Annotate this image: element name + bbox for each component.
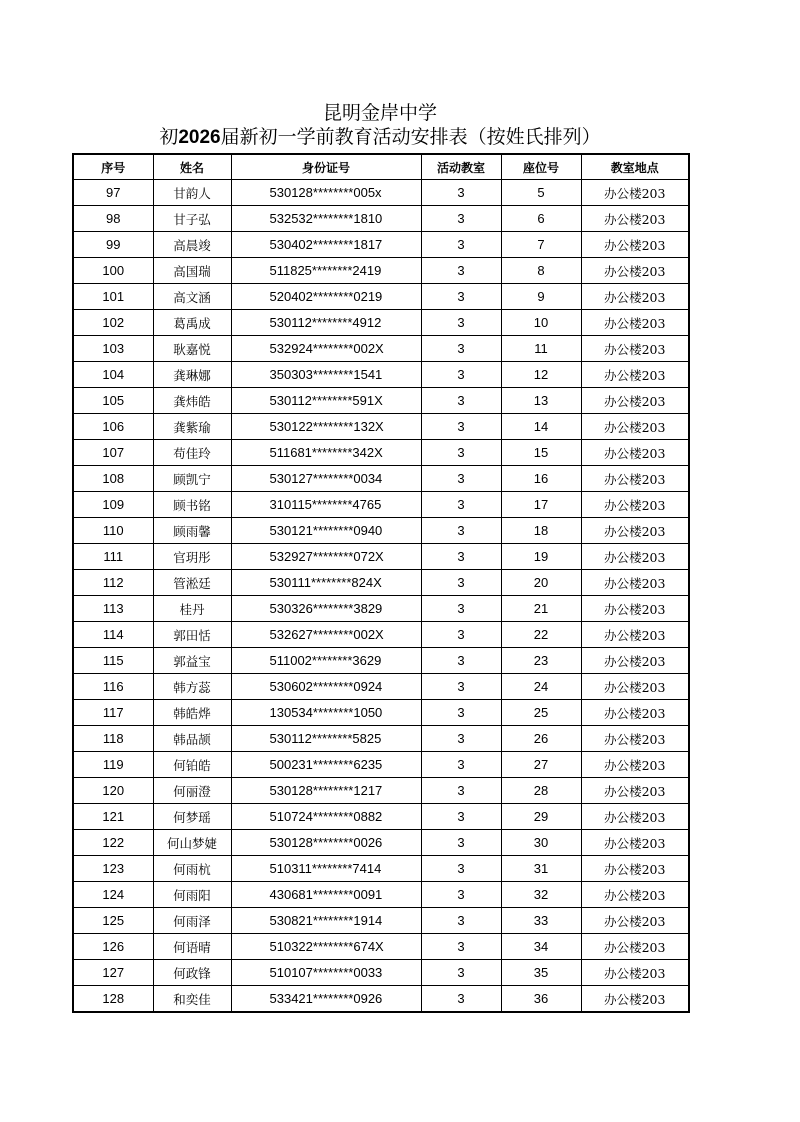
row-seq: 125 (73, 908, 153, 934)
column-header-id: 身份证号 (231, 154, 421, 180)
row-seat: 17 (501, 492, 581, 518)
row-location: 办公楼203 (581, 180, 689, 206)
row-room: 3 (421, 336, 501, 362)
row-id-number: 511002********3629 (231, 648, 421, 674)
row-location: 办公楼203 (581, 908, 689, 934)
row-id-number: 530402********1817 (231, 232, 421, 258)
row-location: 办公楼203 (581, 362, 689, 388)
row-room: 3 (421, 362, 501, 388)
row-seat: 20 (501, 570, 581, 596)
row-room: 3 (421, 258, 501, 284)
row-location: 办公楼203 (581, 518, 689, 544)
row-seat: 22 (501, 622, 581, 648)
row-id-number: 530121********0940 (231, 518, 421, 544)
row-id-number: 532924********002X (231, 336, 421, 362)
title-prefix: 初 (159, 126, 179, 148)
row-room: 3 (421, 622, 501, 648)
row-room: 3 (421, 778, 501, 804)
row-seq: 100 (73, 258, 153, 284)
row-seat: 28 (501, 778, 581, 804)
table-row (73, 960, 689, 986)
row-location: 办公楼203 (581, 232, 689, 258)
table-row (73, 986, 689, 1013)
row-location: 办公楼203 (581, 570, 689, 596)
row-id-number: 532627********002X (231, 622, 421, 648)
row-seq: 124 (73, 882, 153, 908)
row-name: 何山梦婕 (153, 830, 231, 856)
table-row (73, 544, 689, 570)
row-id-number: 511681********342X (231, 440, 421, 466)
row-seq: 118 (73, 726, 153, 752)
row-id-number: 530112********4912 (231, 310, 421, 336)
column-header-name: 姓名 (153, 154, 231, 180)
row-room: 3 (421, 492, 501, 518)
row-id-number: 510724********0882 (231, 804, 421, 830)
table-row (73, 882, 689, 908)
row-seat: 11 (501, 336, 581, 362)
row-seq: 97 (73, 180, 153, 206)
row-name: 耿嘉悦 (153, 336, 231, 362)
table-row (73, 284, 689, 310)
row-location: 办公楼203 (581, 258, 689, 284)
row-location: 办公楼203 (581, 284, 689, 310)
row-id-number: 530128********0026 (231, 830, 421, 856)
row-seq: 113 (73, 596, 153, 622)
table-row (73, 414, 689, 440)
row-id-number: 530821********1914 (231, 908, 421, 934)
row-room: 3 (421, 518, 501, 544)
row-location: 办公楼203 (581, 544, 689, 570)
row-room: 3 (421, 180, 501, 206)
row-room: 3 (421, 700, 501, 726)
row-room: 3 (421, 570, 501, 596)
row-seq: 109 (73, 492, 153, 518)
row-seat: 26 (501, 726, 581, 752)
row-seat: 7 (501, 232, 581, 258)
table-row (73, 934, 689, 960)
row-seat: 5 (501, 180, 581, 206)
table-row (73, 466, 689, 492)
row-room: 3 (421, 882, 501, 908)
row-seat: 21 (501, 596, 581, 622)
table-header-row (73, 154, 689, 180)
row-room: 3 (421, 986, 501, 1013)
row-seat: 9 (501, 284, 581, 310)
row-seq: 99 (73, 232, 153, 258)
row-seat: 19 (501, 544, 581, 570)
row-name: 甘子弘 (153, 206, 231, 232)
row-seat: 6 (501, 206, 581, 232)
table-row (73, 492, 689, 518)
row-location: 办公楼203 (581, 960, 689, 986)
row-name: 何雨泽 (153, 908, 231, 934)
row-location: 办公楼203 (581, 310, 689, 336)
row-seq: 101 (73, 284, 153, 310)
row-seq: 123 (73, 856, 153, 882)
row-seat: 15 (501, 440, 581, 466)
table-row (73, 622, 689, 648)
row-location: 办公楼203 (581, 726, 689, 752)
row-id-number: 430681********0091 (231, 882, 421, 908)
row-name: 何语晴 (153, 934, 231, 960)
row-name: 葛禹成 (153, 310, 231, 336)
row-name: 何政锋 (153, 960, 231, 986)
row-name: 管淞廷 (153, 570, 231, 596)
row-seq: 105 (73, 388, 153, 414)
table-row (73, 570, 689, 596)
row-room: 3 (421, 804, 501, 830)
row-location: 办公楼203 (581, 752, 689, 778)
column-header-seat: 座位号 (501, 154, 581, 180)
table-row (73, 830, 689, 856)
row-name: 高文涵 (153, 284, 231, 310)
row-name: 和奕佳 (153, 986, 231, 1013)
row-id-number: 510311********7414 (231, 856, 421, 882)
table-row (73, 596, 689, 622)
table-row (73, 362, 689, 388)
row-name: 龚琳娜 (153, 362, 231, 388)
row-name: 韩方蕊 (153, 674, 231, 700)
row-id-number: 530112********5825 (231, 726, 421, 752)
row-seq: 122 (73, 830, 153, 856)
table-row (73, 804, 689, 830)
row-seat: 33 (501, 908, 581, 934)
row-seq: 117 (73, 700, 153, 726)
row-id-number: 500231********6235 (231, 752, 421, 778)
table-row (73, 232, 689, 258)
row-seq: 121 (73, 804, 153, 830)
row-id-number: 350303********1541 (231, 362, 421, 388)
row-name: 龚紫瑜 (153, 414, 231, 440)
row-seq: 126 (73, 934, 153, 960)
row-location: 办公楼203 (581, 856, 689, 882)
table-row (73, 908, 689, 934)
row-name: 高晨竣 (153, 232, 231, 258)
row-id-number: 530128********005x (231, 180, 421, 206)
row-id-number: 530111********824X (231, 570, 421, 596)
row-room: 3 (421, 908, 501, 934)
row-id-number: 510107********0033 (231, 960, 421, 986)
row-seq: 102 (73, 310, 153, 336)
row-seat: 36 (501, 986, 581, 1013)
document-title (72, 124, 688, 151)
school-name: 昆明金岸中学 (322, 102, 437, 124)
table-row (73, 258, 689, 284)
row-seq: 108 (73, 466, 153, 492)
row-id-number: 130534********1050 (231, 700, 421, 726)
row-id-number: 530122********132X (231, 414, 421, 440)
row-id-number: 310115********4765 (231, 492, 421, 518)
row-location: 办公楼203 (581, 804, 689, 830)
row-location: 办公楼203 (581, 440, 689, 466)
row-room: 3 (421, 310, 501, 336)
row-location: 办公楼203 (581, 388, 689, 414)
row-room: 3 (421, 544, 501, 570)
row-name: 何丽澄 (153, 778, 231, 804)
row-seq: 116 (73, 674, 153, 700)
table-row (73, 726, 689, 752)
row-location: 办公楼203 (581, 596, 689, 622)
row-room: 3 (421, 830, 501, 856)
row-id-number: 530602********0924 (231, 674, 421, 700)
row-seat: 34 (501, 934, 581, 960)
row-location: 办公楼203 (581, 466, 689, 492)
row-room: 3 (421, 232, 501, 258)
row-seq: 115 (73, 648, 153, 674)
row-name: 何雨阳 (153, 882, 231, 908)
row-seat: 14 (501, 414, 581, 440)
row-location: 办公楼203 (581, 882, 689, 908)
table-row (73, 778, 689, 804)
row-seat: 13 (501, 388, 581, 414)
column-header-seq: 序号 (73, 154, 153, 180)
row-name: 何铂皓 (153, 752, 231, 778)
row-seat: 35 (501, 960, 581, 986)
column-header-location: 教室地点 (581, 154, 689, 180)
row-id-number: 520402********0219 (231, 284, 421, 310)
row-name: 官玥彤 (153, 544, 231, 570)
row-name: 顾凯宁 (153, 466, 231, 492)
row-room: 3 (421, 388, 501, 414)
row-seat: 27 (501, 752, 581, 778)
row-room: 3 (421, 726, 501, 752)
row-seat: 31 (501, 856, 581, 882)
row-room: 3 (421, 284, 501, 310)
row-room: 3 (421, 440, 501, 466)
row-room: 3 (421, 414, 501, 440)
row-location: 办公楼203 (581, 934, 689, 960)
row-id-number: 532532********1810 (231, 206, 421, 232)
row-seq: 107 (73, 440, 153, 466)
row-seat: 10 (501, 310, 581, 336)
table-row (73, 440, 689, 466)
row-room: 3 (421, 960, 501, 986)
table-row (73, 648, 689, 674)
row-seat: 29 (501, 804, 581, 830)
table-row (73, 700, 689, 726)
row-location: 办公楼203 (581, 648, 689, 674)
row-room: 3 (421, 674, 501, 700)
row-id-number: 530128********1217 (231, 778, 421, 804)
row-room: 3 (421, 466, 501, 492)
row-location: 办公楼203 (581, 674, 689, 700)
row-name: 顾书铭 (153, 492, 231, 518)
row-room: 3 (421, 752, 501, 778)
row-seq: 112 (73, 570, 153, 596)
table-row (73, 674, 689, 700)
table-row (73, 206, 689, 232)
row-name: 何梦瑶 (153, 804, 231, 830)
row-id-number: 530326********3829 (231, 596, 421, 622)
row-seq: 128 (73, 986, 153, 1013)
row-name: 龚炜皓 (153, 388, 231, 414)
row-seat: 32 (501, 882, 581, 908)
row-room: 3 (421, 934, 501, 960)
row-seq: 127 (73, 960, 153, 986)
table-row (73, 336, 689, 362)
row-name: 郭益宝 (153, 648, 231, 674)
row-seq: 120 (73, 778, 153, 804)
row-location: 办公楼203 (581, 986, 689, 1013)
row-seat: 23 (501, 648, 581, 674)
row-seq: 98 (73, 206, 153, 232)
row-location: 办公楼203 (581, 830, 689, 856)
row-room: 3 (421, 206, 501, 232)
row-location: 办公楼203 (581, 492, 689, 518)
row-seq: 111 (73, 544, 153, 570)
column-header-room: 活动教室 (421, 154, 501, 180)
row-id-number: 530112********591X (231, 388, 421, 414)
row-name: 苟佳玲 (153, 440, 231, 466)
row-seq: 106 (73, 414, 153, 440)
row-location: 办公楼203 (581, 622, 689, 648)
row-room: 3 (421, 648, 501, 674)
row-seat: 30 (501, 830, 581, 856)
row-location: 办公楼203 (581, 778, 689, 804)
row-seat: 8 (501, 258, 581, 284)
row-seq: 103 (73, 336, 153, 362)
row-name: 桂丹 (153, 596, 231, 622)
row-seat: 12 (501, 362, 581, 388)
row-id-number: 533421********0926 (231, 986, 421, 1013)
row-location: 办公楼203 (581, 336, 689, 362)
row-id-number: 530127********0034 (231, 466, 421, 492)
row-location: 办公楼203 (581, 414, 689, 440)
row-seq: 110 (73, 518, 153, 544)
row-name: 高国瑞 (153, 258, 231, 284)
row-name: 郭田恬 (153, 622, 231, 648)
table-row (73, 310, 689, 336)
row-id-number: 532927********072X (231, 544, 421, 570)
table-row (73, 856, 689, 882)
row-seq: 119 (73, 752, 153, 778)
row-name: 甘韵人 (153, 180, 231, 206)
table-row (73, 518, 689, 544)
row-seat: 25 (501, 700, 581, 726)
title-suffix: 届新初一学前教育活动安排表（按姓氏排列） (220, 126, 601, 148)
table-row (73, 388, 689, 414)
row-name: 顾雨馨 (153, 518, 231, 544)
table-row (73, 752, 689, 778)
row-seat: 24 (501, 674, 581, 700)
title-year: 2026 (178, 127, 221, 148)
row-seq: 114 (73, 622, 153, 648)
row-name: 何雨杭 (153, 856, 231, 882)
row-name: 韩品颉 (153, 726, 231, 752)
row-location: 办公楼203 (581, 700, 689, 726)
row-seat: 16 (501, 466, 581, 492)
row-location: 办公楼203 (581, 206, 689, 232)
schedule-table (72, 153, 690, 1013)
row-room: 3 (421, 856, 501, 882)
row-room: 3 (421, 596, 501, 622)
row-id-number: 511825********2419 (231, 258, 421, 284)
row-id-number: 510322********674X (231, 934, 421, 960)
row-seq: 104 (73, 362, 153, 388)
table-row (73, 180, 689, 206)
row-name: 韩皓烨 (153, 700, 231, 726)
row-seat: 18 (501, 518, 581, 544)
